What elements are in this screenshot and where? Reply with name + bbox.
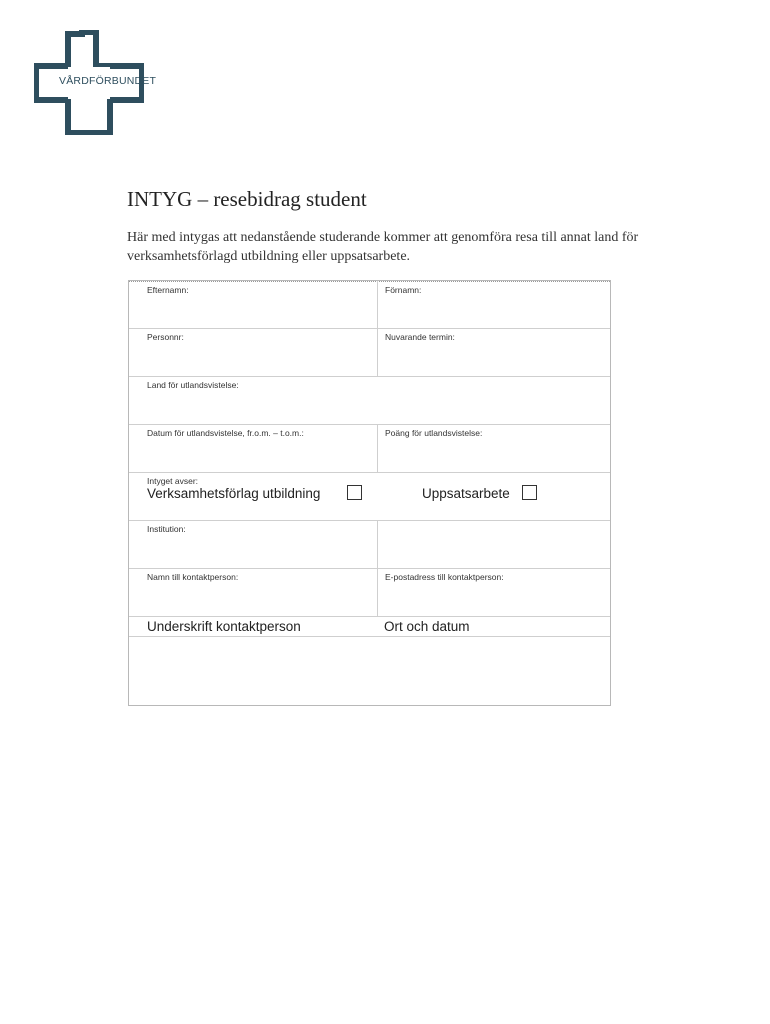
uppsats-checkbox[interactable] <box>522 485 537 500</box>
form-row-name <box>129 281 610 329</box>
termin-field[interactable] <box>377 328 610 376</box>
form-row-intyget <box>129 472 610 521</box>
form-row-kontakt <box>129 568 610 617</box>
option-vfu-label: Verksamhetsförlag utbildning <box>147 486 321 501</box>
signature-area[interactable] <box>129 636 610 705</box>
form-row-underskrift-header <box>129 616 610 637</box>
intyget-avser-section <box>129 472 610 520</box>
ort-datum-header <box>377 616 610 636</box>
option-uppsats-label: Uppsatsarbete <box>422 486 510 501</box>
datum-label: Datum för utlandsvistelse, fr.o.m. – t.o.m.: <box>147 428 304 438</box>
vfu-checkbox[interactable] <box>347 485 362 500</box>
kontaktperson-label: Namn till kontaktperson: <box>147 572 239 582</box>
intro-text: Här med intygas att nedanstående studerande kommer att genomföra resa till annat land för verksamhetsförlagd utbildning eller uppsatsarbete. <box>127 230 639 264</box>
ort-datum-label: Ort och datum <box>384 619 470 634</box>
kontaktperson-field[interactable] <box>129 568 377 616</box>
land-label: Land för utlandsvistelse: <box>147 380 239 390</box>
personnr-label: Personnr: <box>147 332 184 342</box>
institution-field-extra[interactable] <box>377 520 610 568</box>
form-row-personnr <box>129 328 610 377</box>
fornamn-field[interactable] <box>377 281 610 328</box>
logo-text: VÅRDFÖRBUNDET <box>59 75 157 87</box>
epost-field[interactable] <box>377 568 610 616</box>
underskrift-header <box>129 616 377 636</box>
epost-label: E-postadress till kontaktperson: <box>385 572 504 582</box>
poang-label: Poäng för utlandsvistelse: <box>385 428 483 438</box>
efternamn-field[interactable] <box>129 281 377 328</box>
intyget-avser-label: Intyget avser: <box>147 476 199 486</box>
fornamn-label: Förnamn: <box>385 285 422 295</box>
poang-field[interactable] <box>377 424 610 472</box>
form-row-institution <box>129 520 610 569</box>
form-row-datum <box>129 424 610 473</box>
termin-label: Nuvarande termin: <box>385 332 455 342</box>
underskrift-label: Underskrift kontaktperson <box>147 619 301 634</box>
land-field[interactable] <box>129 376 610 424</box>
institution-field[interactable] <box>129 520 377 568</box>
personnr-field[interactable] <box>129 328 377 376</box>
institution-label: Institution: <box>147 524 186 534</box>
datum-field[interactable] <box>129 424 377 472</box>
efternamn-label: Efternamn: <box>147 285 189 295</box>
vardforbundet-logo <box>34 30 157 135</box>
page-title: INTYG – resebidrag student <box>127 187 367 211</box>
certificate-form <box>128 280 611 706</box>
form-row-land <box>129 376 610 425</box>
